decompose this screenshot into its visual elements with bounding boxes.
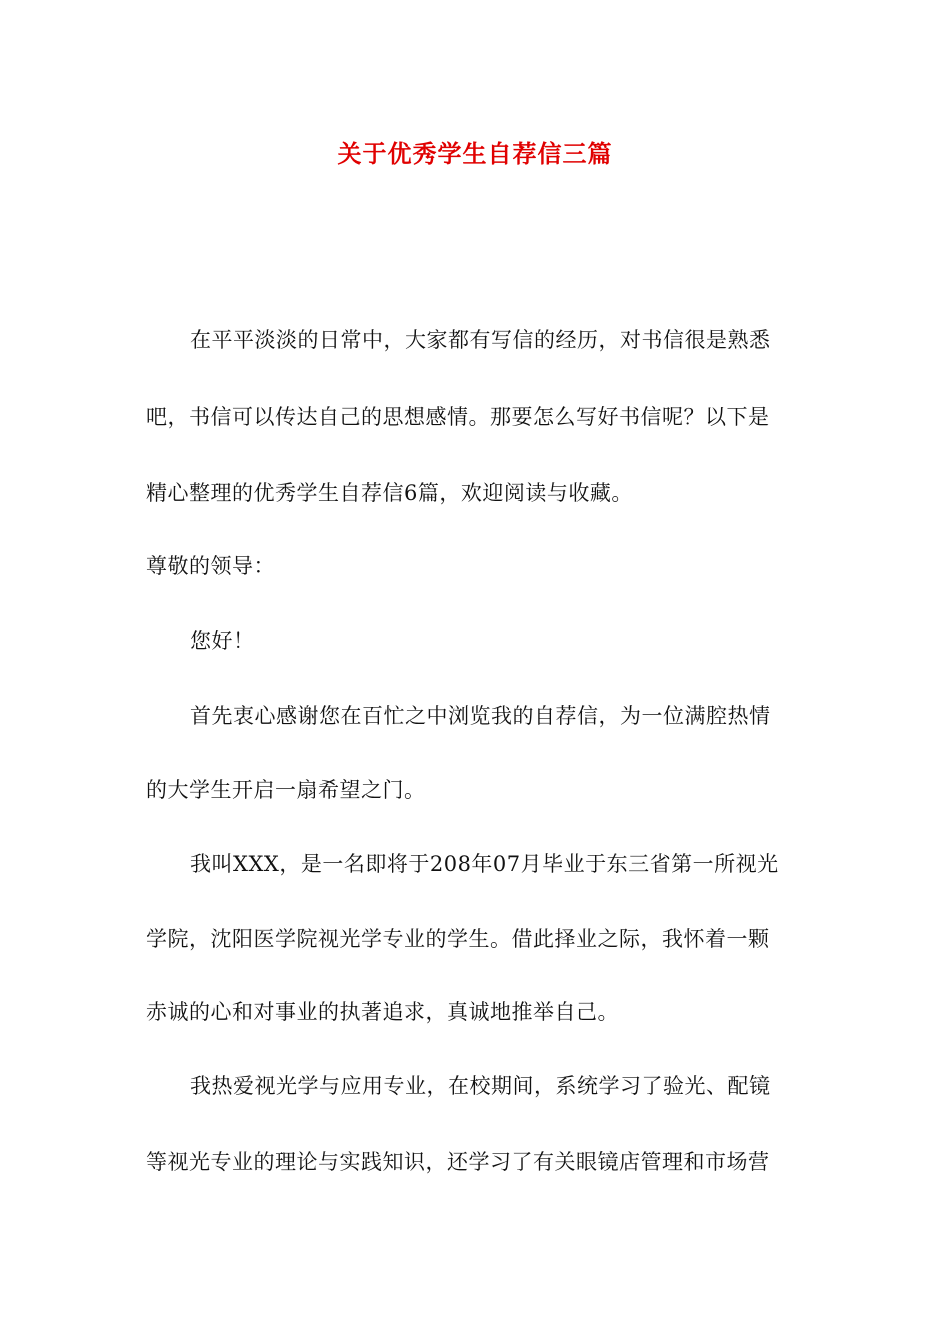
paragraph-line: 我叫XXX，是一名即将于208年07月毕业于东三省第一所视光 — [190, 852, 779, 876]
paragraph-line: 赤诚的心和对事业的执著追求，真诚地推举自己。 — [146, 1000, 619, 1024]
greeting-line: 您好！ — [190, 629, 255, 653]
paragraph-line: 我热爱视光学与应用专业，在校期间，系统学习了验光、配镜 — [190, 1074, 771, 1098]
paragraph-line: 吧，书信可以传达自己的思想感情。那要怎么写好书信呢？以下是 — [146, 405, 770, 429]
salutation-line: 尊敬的领导： — [146, 554, 275, 578]
paragraph-line: 等视光专业的理论与实践知识，还学习了有关眼镜店管理和市场营 — [146, 1150, 770, 1174]
paragraph-line: 学院，沈阳医学院视光学专业的学生。借此择业之际，我怀着一颗 — [146, 927, 770, 951]
paragraph-line: 精心整理的优秀学生自荐信6篇，欢迎阅读与收藏。 — [146, 481, 633, 505]
paragraph-line: 在平平淡淡的日常中，大家都有写信的经历，对书信很是熟悉 — [190, 328, 771, 352]
document-title: 关于优秀学生自荐信三篇 — [337, 140, 613, 168]
paragraph-line: 首先衷心感谢您在百忙之中浏览我的自荐信，为一位满腔热情 — [190, 704, 771, 728]
paragraph-line: 的大学生开启一扇希望之门。 — [146, 778, 426, 802]
